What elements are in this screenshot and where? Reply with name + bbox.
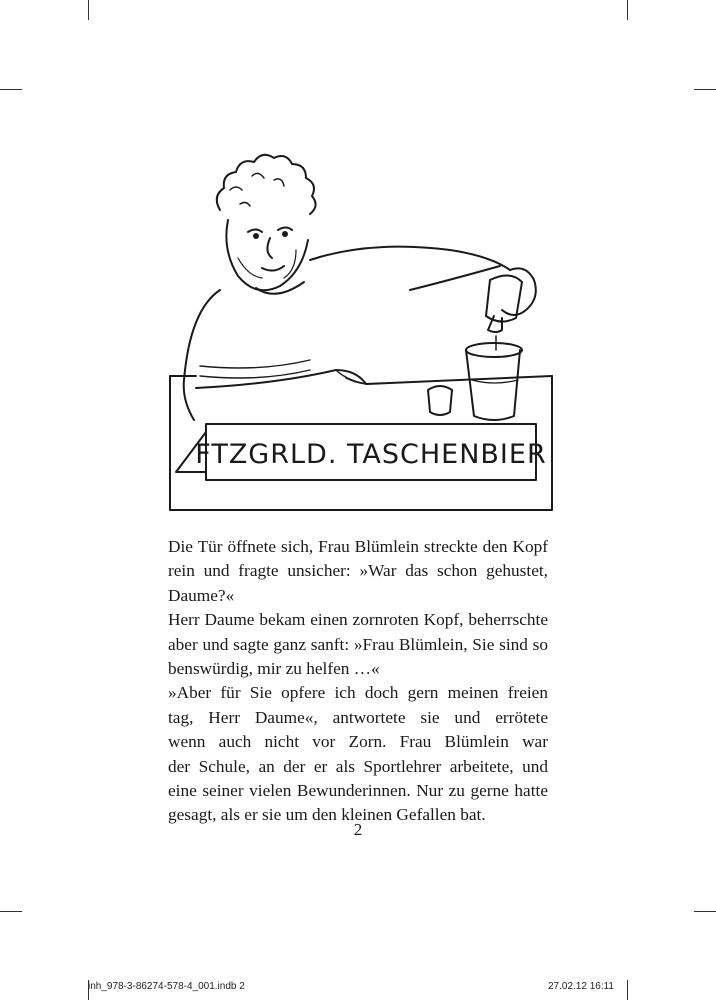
crop-mark: [694, 89, 716, 90]
text-line: Herr Daume bekam einen zornroten Kopf, beherrschte: [168, 610, 548, 630]
crop-mark: [694, 911, 716, 912]
desk-sign-text: FTZGRLD. TASCHENBIER: [195, 439, 547, 470]
crop-mark: [627, 980, 628, 1000]
text-line: eine seiner vielen Bewunderinnen. Nur zu gerne hatte: [168, 780, 548, 800]
crop-mark: [88, 0, 89, 20]
crop-mark: [627, 0, 628, 20]
crop-mark: [0, 911, 22, 912]
page-number: 2: [353, 820, 363, 839]
text-line: benswürdig, mir zu helfen …«: [168, 658, 380, 678]
text-line: »Aber für Sie opfere ich doch gern meinen freien: [168, 683, 548, 703]
illustration: [160, 140, 560, 520]
text-line: tag, Herr Daume«, antwortete sie und errötete: [168, 707, 548, 727]
text-line: aber und sagte ganz sanft: »Frau Blümlein, Sie sind so: [168, 634, 548, 654]
text-line: wenn auch nicht vor Zorn. Frau Blümlein war: [168, 732, 548, 752]
text-line: Die Tür öffnete sich, Frau Blümlein streckte den Kopf: [168, 537, 548, 556]
text-line: rein und fragte unsicher: »War das schon gehustet,: [168, 561, 548, 581]
body-text: [168, 535, 548, 828]
crop-mark: [0, 89, 22, 90]
text-line: Daume?«: [168, 585, 235, 605]
text-line: gesagt, als er sie um den kleinen Gefallen bat.: [168, 805, 486, 825]
footer-timestamp: 27.02.12 16:11: [548, 981, 614, 992]
text-line: der Schule, an der er als Sportlehrer arbeitete, und: [168, 756, 548, 776]
footer-file-name: inh_978-3-86274-578-4_001.indb 2: [88, 981, 245, 992]
